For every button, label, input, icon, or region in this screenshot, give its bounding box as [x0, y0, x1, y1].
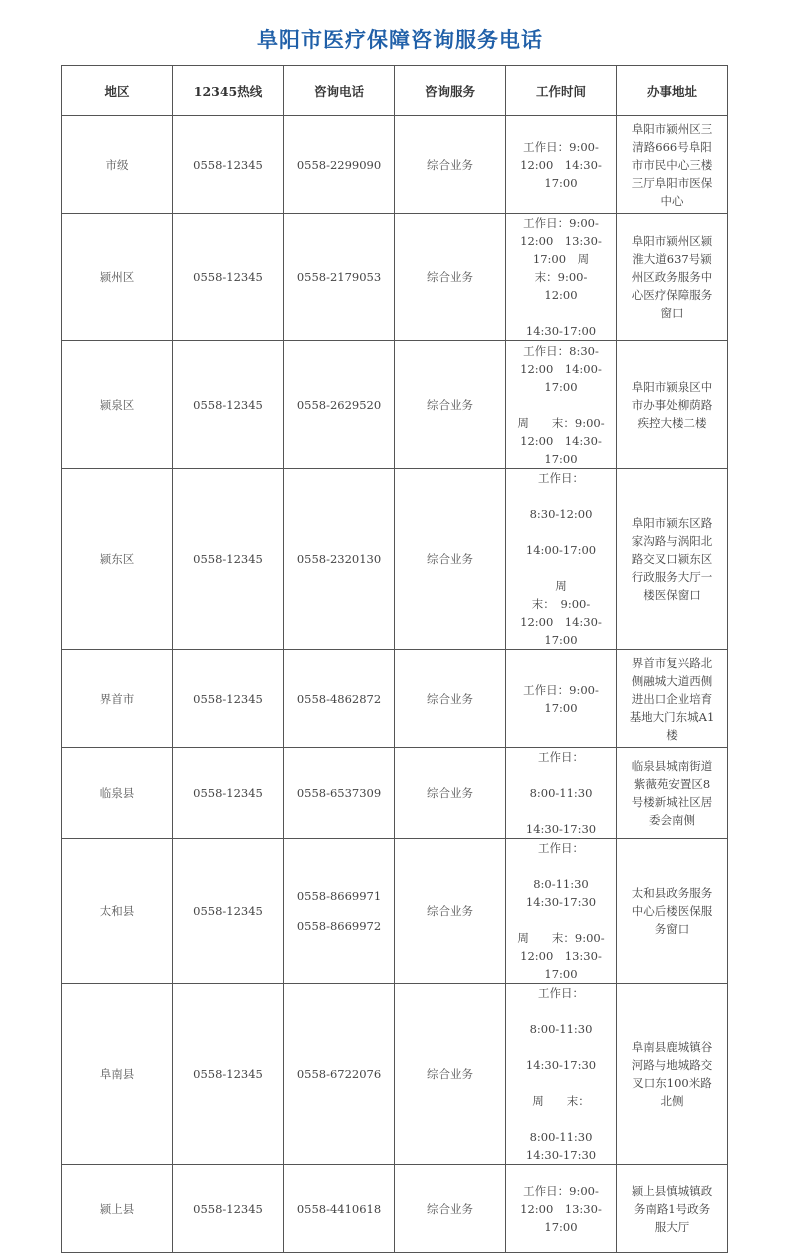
header-working-hours: 工作时间: [506, 66, 617, 116]
service-cell: 综合业务: [395, 1165, 506, 1253]
table-row: [62, 748, 728, 839]
consult-phone-cell: [284, 839, 395, 984]
address-line: 颍上县慎城镇政: [631, 1183, 713, 1198]
address-line: 疾控大楼二楼: [637, 415, 707, 430]
hours-line: [506, 559, 616, 577]
header-office-address: 办事地址: [617, 66, 728, 116]
address-line: 阜阳市颍州区颍: [631, 234, 713, 248]
hours-line: [506, 396, 616, 414]
hours-line: 14:30-17:30: [525, 1148, 597, 1162]
office-address-cell: [617, 116, 728, 214]
hours-line: 14:00-17:00: [525, 543, 597, 557]
hours-line: 工作日：: [538, 986, 584, 1000]
address-line: 太和县政务服务: [631, 886, 713, 900]
phone-number: 0558-8669972: [296, 919, 382, 933]
hours-line: 17:00: [544, 175, 578, 190]
header-consult-service: 咨询服务: [395, 66, 506, 116]
working-hours-cell: [506, 748, 617, 839]
address-line: 三厅阜阳市医保: [631, 175, 713, 190]
working-hours-cell: [506, 116, 617, 214]
phone-number: 0558-6537309: [296, 786, 382, 800]
hotline-cell: 0558-12345: [173, 984, 284, 1165]
address-line: 阜阳市颍泉区中: [631, 379, 713, 394]
hours-line: 周: [555, 579, 567, 593]
hours-line: 12:00 13:30-: [520, 234, 602, 248]
hours-line: 12:00 14:00-: [520, 361, 602, 376]
working-hours-cell: [506, 650, 617, 748]
hours-line: 工作日：: [538, 471, 584, 485]
table-row: [62, 116, 728, 214]
office-address-cell: [617, 341, 728, 469]
hours-line: 8:00-11:30: [529, 1130, 593, 1144]
address-line: 北侧: [660, 1094, 684, 1108]
hours-line: 8:00-11:30: [529, 786, 593, 800]
region-cell: 阜南县: [62, 984, 173, 1165]
service-cell: 综合业务: [395, 748, 506, 839]
hours-line: 8:30-12:00: [529, 507, 593, 521]
hours-line: 14:30-17:30: [525, 895, 597, 909]
hours-line: 末： 9:00-: [531, 597, 591, 611]
hours-line: 12:00 14:30-: [520, 615, 602, 629]
table-row: [62, 469, 728, 650]
address-line: 河路与地城路交: [631, 1058, 713, 1072]
address-line: 服大厅: [654, 1219, 690, 1234]
table-row: [62, 984, 728, 1165]
table-row: [62, 1165, 728, 1253]
service-cell: 综合业务: [395, 469, 506, 650]
hours-line: [506, 1002, 616, 1020]
address-line: 市市民中心三楼: [631, 157, 713, 172]
hotline-cell: 0558-12345: [173, 839, 284, 984]
region-cell: 颍上县: [62, 1165, 173, 1253]
working-hours-cell: [506, 839, 617, 984]
hours-line: [506, 523, 616, 541]
address-line: 家沟路与涡阳北: [631, 534, 713, 548]
hours-line: 工作日：: [538, 750, 584, 764]
address-line: 中心后楼医保服: [631, 904, 713, 918]
office-address-cell: [617, 748, 728, 839]
phone-number: 0558-2179053: [296, 270, 382, 284]
hours-line: 末：9:00-: [534, 270, 588, 284]
address-line: 楼医保窗口: [643, 588, 701, 602]
hours-line: 12:00 13:30-: [520, 1201, 602, 1216]
working-hours-cell: [506, 214, 617, 341]
working-hours-cell: [506, 984, 617, 1165]
hours-line: 17:00 周: [532, 252, 590, 266]
office-address-cell: [617, 214, 728, 341]
address-line: 路交叉口颍东区: [631, 552, 713, 566]
consult-phone-cell: [284, 214, 395, 341]
hours-line: 14:30-17:30: [525, 822, 597, 836]
address-line: 号楼新城社区居: [631, 795, 713, 809]
address-line: 委会南侧: [649, 813, 695, 827]
service-cell: 综合业务: [395, 341, 506, 469]
header-region: 地区: [62, 66, 173, 116]
phone-number: 0558-4410618: [296, 1201, 382, 1216]
hours-line: 12:00 13:30-: [520, 949, 602, 963]
consult-phone-cell: [284, 469, 395, 650]
page-title: 阜阳市医疗保障咨询服务电话: [257, 28, 543, 52]
table-row: [62, 341, 728, 469]
address-line: 楼: [666, 727, 678, 742]
consult-phone-cell: [284, 984, 395, 1165]
region-cell: 颍州区: [62, 214, 173, 341]
hotline-cell: 0558-12345: [173, 341, 284, 469]
address-line: 进出口企业培育: [631, 691, 713, 706]
service-cell: 综合业务: [395, 839, 506, 984]
hours-line: [506, 766, 616, 784]
office-address-cell: [617, 469, 728, 650]
hotline-cell: 0558-12345: [173, 1165, 284, 1253]
address-line: 心医疗保障服务: [631, 288, 713, 302]
phone-number: 0558-2299090: [296, 157, 382, 172]
header-hotline: 12345热线: [173, 66, 284, 116]
address-line: 紫薇苑安置区8: [633, 777, 711, 791]
hours-line: [506, 857, 616, 875]
service-cell: 综合业务: [395, 116, 506, 214]
hotline-cell: 0558-12345: [173, 650, 284, 748]
hours-line: 8:00-11:30: [529, 1022, 593, 1036]
address-line: 州区政务服务中: [631, 270, 713, 284]
service-cell: 综合业务: [395, 984, 506, 1165]
table-row: [62, 214, 728, 341]
address-line: 基地大门东城A1: [629, 709, 715, 724]
consult-phone-cell: [284, 650, 395, 748]
table-row: [62, 650, 728, 748]
region-cell: 颍东区: [62, 469, 173, 650]
hotline-cell: 0558-12345: [173, 469, 284, 650]
hours-line: 17:00: [544, 967, 578, 981]
hours-line: 12:00: [544, 288, 578, 302]
working-hours-cell: [506, 1165, 617, 1253]
address-line: 阜阳市颍州区三: [631, 121, 713, 136]
hours-line: 17:00: [544, 379, 578, 394]
hours-line: 周 末：: [532, 1094, 590, 1108]
address-line: 叉口东100米路: [632, 1076, 712, 1090]
hours-line: 工作日：9:00-: [523, 682, 599, 697]
address-line: 市办事处柳荫路: [631, 397, 713, 412]
office-address-cell: [617, 650, 728, 748]
address-line: 阜阳市颍东区路: [631, 516, 713, 530]
address-line: 窗口: [660, 306, 684, 320]
working-hours-cell: [506, 469, 617, 650]
region-cell: 市级: [62, 116, 173, 214]
office-address-cell: [617, 1165, 728, 1253]
table-row: [62, 839, 728, 984]
address-line: 临泉县城南街道: [631, 759, 713, 773]
hours-line: 周 末：9:00-: [517, 931, 605, 945]
hours-line: [506, 1038, 616, 1056]
hours-line: [506, 802, 616, 820]
hours-line: 工作日：8:30-: [523, 343, 599, 358]
hours-line: 17:00: [544, 700, 578, 715]
hours-line: 17:00: [544, 451, 578, 466]
hotline-cell: 0558-12345: [173, 116, 284, 214]
table-body: [62, 116, 728, 1253]
address-line: 阜南县鹿城镇谷: [631, 1040, 713, 1054]
hours-line: 17:00: [544, 1219, 578, 1234]
phone-number: 0558-4862872: [296, 691, 382, 706]
service-cell: 综合业务: [395, 650, 506, 748]
hours-line: 工作日：9:00-: [523, 216, 599, 230]
consult-phone-cell: [284, 116, 395, 214]
hours-line: 14:30-17:30: [525, 1058, 597, 1072]
region-cell: 临泉县: [62, 748, 173, 839]
hours-line: 工作日：: [538, 841, 584, 855]
office-address-cell: [617, 839, 728, 984]
hours-line: 周 末：9:00-: [517, 415, 605, 430]
address-line: 中心: [660, 193, 684, 208]
hours-line: [506, 1110, 616, 1128]
consult-phone-cell: [284, 748, 395, 839]
address-line: 界首市复兴路北: [631, 655, 713, 670]
address-line: 务窗口: [654, 922, 690, 936]
hotline-cell: 0558-12345: [173, 748, 284, 839]
hotline-cell: 0558-12345: [173, 214, 284, 341]
region-cell: 颍泉区: [62, 341, 173, 469]
table-header-row: [62, 66, 728, 116]
address-line: 清路666号阜阳: [632, 139, 712, 154]
working-hours-cell: [506, 341, 617, 469]
phone-number: 0558-8669971: [296, 889, 382, 903]
office-address-cell: [617, 984, 728, 1165]
hours-line: 17:00: [544, 633, 578, 647]
header-consult-phone: 咨询电话: [284, 66, 395, 116]
hours-line: 12:00 14:30-: [520, 433, 602, 448]
phone-number: 0558-2320130: [296, 552, 382, 566]
hours-line: 14:30-17:00: [525, 324, 597, 338]
hours-line: [506, 911, 616, 929]
service-phone-table: [61, 65, 728, 1253]
hours-line: 12:00 14:30-: [520, 157, 602, 172]
address-line: 淮大道637号颍: [632, 252, 712, 266]
consult-phone-cell: [284, 341, 395, 469]
address-line: 务南路1号政务: [633, 1201, 711, 1216]
address-line: 行政服务大厅一: [631, 570, 713, 584]
region-cell: 界首市: [62, 650, 173, 748]
region-cell: 太和县: [62, 839, 173, 984]
phone-number: 0558-2629520: [296, 397, 382, 412]
hours-line: 工作日：9:00-: [523, 139, 599, 154]
consult-phone-cell: [284, 1165, 395, 1253]
hours-line: [506, 1074, 616, 1092]
hours-line: [506, 487, 616, 505]
hours-line: [506, 304, 616, 322]
phone-number: 0558-6722076: [296, 1067, 382, 1081]
hours-line: 工作日：9:00-: [523, 1183, 599, 1198]
hours-line: 8:0-11:30: [533, 877, 589, 891]
service-cell: 综合业务: [395, 214, 506, 341]
address-line: 侧融城大道西侧: [631, 673, 713, 688]
